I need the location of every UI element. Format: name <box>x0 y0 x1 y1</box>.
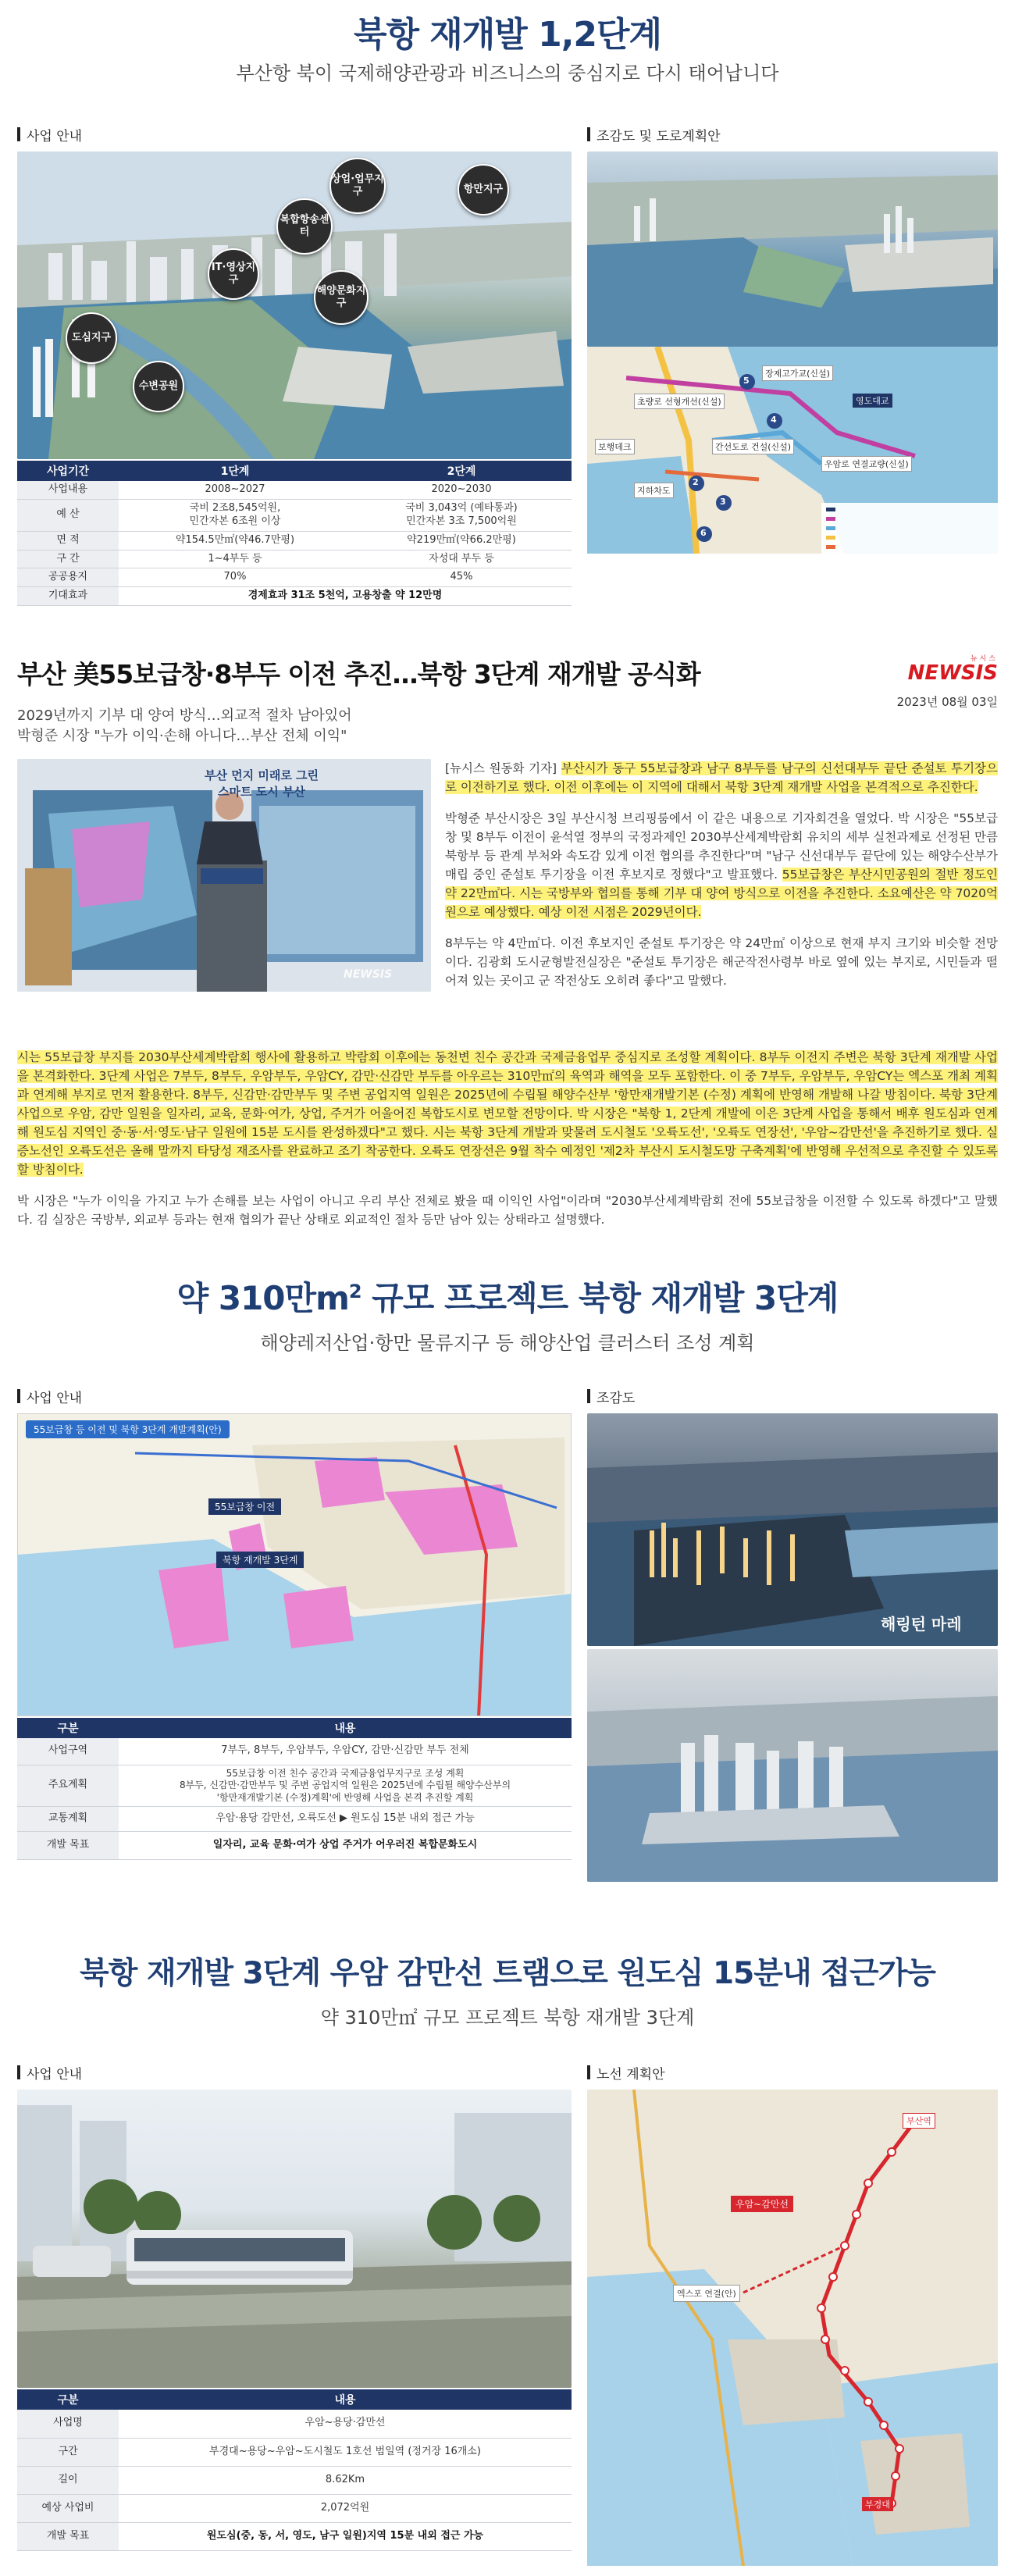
route-tag: 부산역 <box>903 2113 935 2129</box>
map-label: 우암로 연결교량(신설) <box>821 456 912 472</box>
article-title: 부산 美55보급창·8부두 이전 추진…북항 3단계 재개발 공식화 <box>17 659 700 689</box>
bubble-complex-center: 복합항송센터 <box>276 198 333 255</box>
bubble-it-media: IT·영상지구 <box>208 248 259 300</box>
bubble-commercial-business: 상업·업무지구 <box>329 158 386 214</box>
press-conference-photo <box>17 759 431 992</box>
table-row: 사업명 우암~용당·감만선 <box>17 2410 572 2438</box>
map-label: 장제고가교(신설) <box>762 365 833 381</box>
table-row: 예 산 국비 2조8,545억원, 민간자본 6조원 이상 국비 3,043억 (예타통과) 민간자본 3조 7,500억원 <box>17 499 572 531</box>
table-row: 사업구역 7부두, 8부두, 우암부두, 우암CY, 감만·신감만 부두 전체 <box>17 1738 572 1765</box>
map-label: 간선도로 건설(신설) <box>712 439 794 454</box>
table-header-row <box>17 1718 572 1738</box>
table-row: 주요계획 55보급창 이전 친수 공간과 국제금융업무지구로 조성 계획 8부두, 신감만·감만부두 및 주변 공업지역 일원은 2025년에 수립될 해양수산부의 '항만재개발기본 (수정)계획'에 반영해 사업을 본격 추진할 계획 <box>17 1765 572 1807</box>
tram-rendering-photo <box>17 2090 572 2388</box>
section3-subtitle: 해양레저산업·항만 물류지구 등 해양산업 클러스터 조성 계획 <box>260 1332 755 1354</box>
article-body-full <box>17 1048 998 1229</box>
map-label: 영도대교 <box>853 394 892 408</box>
photo-watermark: NEWSIS <box>344 968 393 981</box>
map-marker-label: 5 <box>743 376 750 386</box>
section4-label-left: 사업 안내 <box>17 2063 572 2082</box>
label-bar-icon <box>17 2065 20 2079</box>
route-plan-map <box>587 2090 998 2566</box>
map-tag: 북항 재개발 3단계 <box>216 1552 304 1568</box>
section3-info-table <box>17 1718 572 1860</box>
label-bar-icon <box>587 2065 590 2079</box>
map-header: 55보급창 등 이전 및 북항 3단계 개발계획(안) <box>26 1420 230 1438</box>
table-row: 구 간 1~4부두 등 자성대 부두 등 <box>17 550 572 568</box>
birdseye-view-photo <box>587 151 998 347</box>
night-rendering-photo <box>587 1413 998 1646</box>
section1-left-panel <box>17 125 572 606</box>
bubble-marine-culture: 해양문화지구 <box>314 270 369 325</box>
bubble-waterfront-park: 수변공원 <box>133 361 184 412</box>
section1-right-panel <box>587 125 998 554</box>
table-row: 면 적 약154.5만㎡(약46.7만평) 약219만㎡(약66.2만평) <box>17 531 572 550</box>
section3-title: 약 310만$m^2$ 규모 프로젝트 북항 재개발 3단계 <box>176 1279 839 1317</box>
section4-right-panel <box>587 2063 998 2566</box>
article-subtitle-1: 2029년까지 기부 대 양여 방식…외교적 절차 남아있어 <box>17 707 352 724</box>
table-row: 예상 사업비 2,072억원 <box>17 2494 572 2522</box>
bubble-downtown: 도심지구 <box>66 312 117 364</box>
photo-caption: 해링턴 마레 <box>881 1615 962 1634</box>
table-row: 공공용지 70% 45% <box>17 568 572 587</box>
table-row: 개발 목표 원도심(중, 동, 서, 영도, 남구 일원)지역 15분 내외 접근 가능 <box>17 2522 572 2550</box>
map-label: 보행데크 <box>595 439 635 454</box>
article-paragraph: 박형준 부산시장은 3일 부산시청 브리핑룸에서 이 같은 내용으로 기자회견을 열었다. 박 시장은 "55보급창 및 8부두 이전이 윤석열 정부의 국정과제인 2030부산세계박람회 유치의 세부 실천과제로 선정된 만큼 북항부 등 관계 부처와 속도감 있게 이전 협의를 추진한다"며 "남구 신선대부두 끝단에 있는 해양수산부가 매립 중인 준설토 투기장을 이전 후보지로 정했다"고 발표했다. 55보급창은 부산시민공원의 절반 정도인 약 22만㎡다. 시는 국방부와 협의를 통해 기부 대 양여 방식으로 이전을 추진한다. 소요예산은 약 7020억원으로 예상했다. 예상 이전 시점은 2029년이다. <box>445 811 998 920</box>
road-plan-map <box>587 347 998 554</box>
day-rendering-photo <box>587 1649 998 1882</box>
bubble-port-zone: 항만지구 <box>458 164 509 216</box>
map-label: 지하차도 <box>634 483 674 498</box>
map-marker-label: 2 <box>693 477 699 487</box>
section3-label-right: 조감도 <box>587 1387 998 1406</box>
table-header: 사업기간 <box>17 461 119 481</box>
table-header: 내용 <box>119 1718 572 1738</box>
map-label: 초량로 선형개선(신설) <box>634 394 725 409</box>
article-date: 2023년 08월 03일 <box>896 695 998 709</box>
table-row: 교통계획 우암·용당 감만선, 오륙도선 ▶ 원도심 15분 내외 접근 가능 <box>17 1807 572 1832</box>
table-header: 내용 <box>119 2389 572 2410</box>
route-tag: 엑스포 연결(안) <box>673 2285 740 2302</box>
article-paragraph: 박 시장은 "누가 이익을 가지고 누가 손해를 보는 사업이 아니고 우리 부산 전체로 봤을 때 이익인 사업"이라며 "2030부산세계박람회 전에 55보급창을 이전할 수 있도록 하겠다"고 말했다. 김 실장은 국방부, 외교부 등과는 현재 협의가 끝난 상태로 외교적인 절차 등만 남아 있는 상태라고 설명했다. <box>17 1194 998 1227</box>
table-header: 구분 <box>17 2389 119 2410</box>
table-row: 사업내용 2008~2027 2020~2030 <box>17 481 572 499</box>
section4-title: 북항 재개발 3단계 우암 감만선 트램으로 원도심 15분내 접근가능 <box>80 1956 935 1991</box>
article-paragraph: [뉴시스 원동화 기자] 부산시가 동구 55보급창과 남구 8부두를 남구의 신선대부두 끝단 준설토 투기장으로 이전하기로 했다. 이전 이후에는 이 지역에 대해서 북항 3단계 재개발 사업을 본격적으로 추진한다. <box>445 761 998 795</box>
table-header-row <box>17 461 572 481</box>
map-marker-label: 6 <box>700 528 707 538</box>
phase3-plan-map <box>17 1413 572 1716</box>
photo-backdrop-caption: 부산 먼지 미래로 그린 스마트 도시 부산 <box>204 768 319 799</box>
section4-left-panel <box>17 2063 572 2551</box>
table-header: 2단계 <box>351 461 572 481</box>
section3-left-panel <box>17 1387 572 1860</box>
table-header: 구분 <box>17 1718 119 1738</box>
section3-label-left: 사업 안내 <box>17 1387 572 1406</box>
section1-info-table <box>17 461 572 606</box>
label-bar-icon <box>587 1389 590 1403</box>
section4-info-table <box>17 2389 572 2551</box>
route-tag: 우암~감만선 <box>731 2196 793 2212</box>
aerial-photo-busan-north-port <box>17 151 572 459</box>
article-paragraph: 시는 55보급창 부지를 2030부산세계박람회 행사에 활용하고 박람회 이후에는 동천변 친수 공간과 국제금융업무 중심지로 조성할 계획이다. 8부두 이전지 주변은 북항 3단계 재개발 사업을 본격화한다. 3단계 사업은 7부두, 8부두, 우암부두, 우암CY, 감만·신감만 부두를 아우르는 310만㎡의 육역과 해역을 모두 포함한다. 이 중 7부두, 우암부두, 우암CY는 엑스포 개최 계획과 연계해 부지로 먼저 활용한다. 8부두, 신감만·감만부두 및 주변 공업지역 일원은 2025년에 수립될 해양수산부 '항만재개발기본 (수정) 계획에 반영해 개발해 나갈 방침이다. 북항 3단계 사업으로 우암, 감만 일원을 일자리, 교육, 문화·여가, 상업, 주거가 어울어진 복합도시로 변모할 전망이다. 박 시장은 "북항 1, 2단계 개발에 이은 3단계 사업을 통해서 배후 원도심과 연계해 원도심 지역인 중·동·서·영도·남구 일원에 15분 도시를 완성하겠다"고 했다. 시는 북항 3단계 개발과 맞물려 도시철도 '오륙도선', '오륙도 연장선', '우암~감만선'을 추진하기로 했다. 실증노선인 오륙도선은 올해 말까지 타당성 재조사를 완료하고 조기 착공한다. 오륙도 연장선은 9월 착수 예정인 '제2차 부산시 도시철도망 구축계획'에 반영해 우선적으로 추진할 수 있도록 할 방침이다. <box>17 1050 998 1178</box>
newsis-logo: 뉴시스 NEWSIS <box>907 655 998 685</box>
table-row: 길이 8.62Km <box>17 2466 572 2494</box>
map-tag: 55보급창 이전 <box>208 1498 281 1515</box>
table-row: 구간 부경대~용당~우암~도시철도 1호선 범일역 (정거장 16개소) <box>17 2438 572 2466</box>
label-bar-icon <box>587 127 590 141</box>
section4-label-right: 노선 계획안 <box>587 2063 998 2082</box>
section1-label-right: 조감도 및 도로계획안 <box>587 125 998 144</box>
section3-right-panel <box>587 1387 998 1882</box>
section1-label-left: 사업 안내 <box>17 125 572 144</box>
article-paragraph: 8부두는 약 4만㎡다. 이전 후보지인 준설토 투기장은 약 24만㎡ 이상으로 현재 부지 크기와 비슷할 전망이다. 김광회 도시균형발전실장은 "준설토 투기장은 해군작전사령부 바로 옆에 있는 부지로, 시민들과 떨어져 있는 곳이고 군 작전상도 오히려 좋다"고 말했다. <box>445 936 998 989</box>
map-marker-label: 3 <box>720 497 726 507</box>
section4-subtitle: 약 310만㎡ 규모 프로젝트 북항 재개발 3단계 <box>320 2007 695 2029</box>
route-tag: 부경대 <box>862 2497 893 2511</box>
article-body-right <box>445 759 998 990</box>
label-bar-icon <box>17 127 20 141</box>
label-bar-icon <box>17 1389 20 1403</box>
table-row: 개발 목표 일자리, 교육 문화·여가 상업 주거가 어우러진 복합문화도시 <box>17 1832 572 1860</box>
table-header: 1단계 <box>119 461 351 481</box>
section1-subtitle: 부산항 북이 국제해양관광과 비즈니스의 중심지로 다시 태어납니다 <box>236 62 779 84</box>
map-marker-label: 4 <box>771 415 777 425</box>
table-header-row <box>17 2389 572 2410</box>
section1-title: 북항 재개발 1,2단계 <box>353 15 662 55</box>
table-row: 기대효과 경제효과 31조 5천억, 고용창출 약 12만명 <box>17 587 572 606</box>
article-subtitle-2: 박형준 시장 "누가 이익·손해 아니다…부산 전체 이익" <box>17 728 347 744</box>
